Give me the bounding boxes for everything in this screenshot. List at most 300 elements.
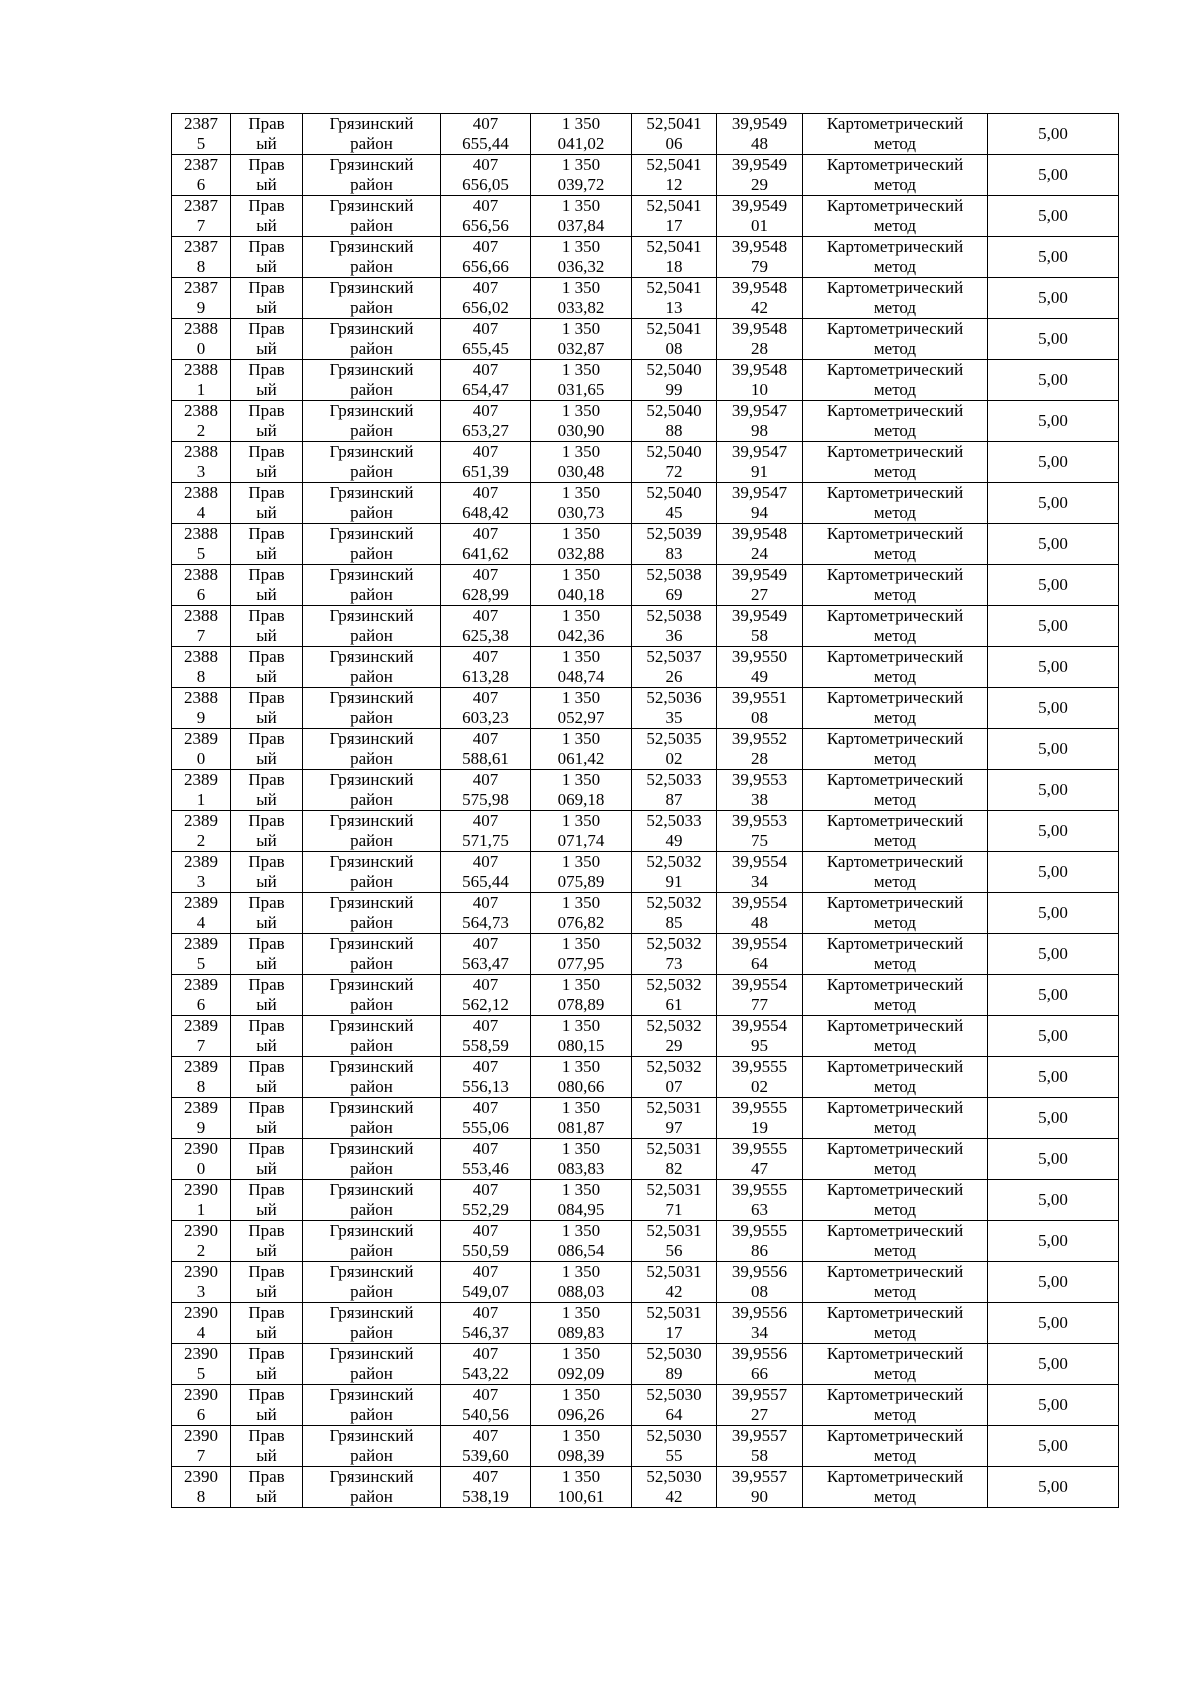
accuracy-cell: 5,00 bbox=[988, 1016, 1119, 1057]
latitude-cell-line1: 52,5041 bbox=[646, 155, 702, 174]
side-cell-line1: Прав bbox=[248, 1016, 285, 1035]
coord-y-cell-line1: 1 350 bbox=[561, 155, 601, 174]
method-cell bbox=[803, 647, 988, 688]
latitude-cell bbox=[632, 606, 717, 647]
method-cell-line1: Картометрический bbox=[826, 1426, 964, 1445]
longitude-cell-line2: 02 bbox=[751, 1077, 768, 1096]
district-cell-line1: Грязинский bbox=[329, 524, 414, 543]
method-cell-line2: метод bbox=[873, 503, 917, 522]
point-number-cell bbox=[172, 647, 231, 688]
side-cell-line2: ый bbox=[256, 708, 277, 727]
coord-y-cell-line1: 1 350 bbox=[561, 1426, 601, 1445]
coord-y-cell-line1: 1 350 bbox=[561, 401, 601, 420]
method-cell bbox=[803, 606, 988, 647]
coord-y-cell bbox=[531, 155, 632, 196]
coord-y-cell-line2: 041,02 bbox=[557, 134, 605, 153]
latitude-cell-line1: 52,5033 bbox=[646, 811, 702, 830]
latitude-cell-line2: 88 bbox=[665, 421, 683, 440]
accuracy-cell: 5,00 bbox=[988, 114, 1119, 155]
longitude-cell-line1: 39,9555 bbox=[731, 1221, 788, 1240]
district-cell-line2: район bbox=[350, 421, 393, 440]
latitude-cell-line2: 87 bbox=[665, 790, 683, 809]
coord-x-cell bbox=[441, 565, 531, 606]
latitude-cell-line2: 06 bbox=[665, 134, 683, 153]
point-number-cell-line1: 2388 bbox=[184, 360, 218, 379]
longitude-cell bbox=[717, 934, 803, 975]
coord-y-cell-line2: 084,95 bbox=[557, 1200, 605, 1219]
side-cell-line2: ый bbox=[256, 298, 277, 317]
district-cell bbox=[303, 319, 441, 360]
coord-x-cell bbox=[441, 319, 531, 360]
coord-x-cell-line2: 588,61 bbox=[462, 749, 509, 768]
side-cell-line1: Прав bbox=[248, 278, 285, 297]
longitude-cell bbox=[717, 360, 803, 401]
accuracy-cell: 5,00 bbox=[988, 1057, 1119, 1098]
point-number-cell-line2: 4 bbox=[196, 1323, 206, 1342]
coord-x-cell bbox=[441, 1057, 531, 1098]
accuracy-cell: 5,00 bbox=[988, 319, 1119, 360]
accuracy-cell: 5,00 bbox=[988, 196, 1119, 237]
point-number-cell-line1: 2388 bbox=[184, 401, 218, 420]
coord-y-cell bbox=[531, 1385, 632, 1426]
point-number-cell-line2: 0 bbox=[196, 1159, 206, 1178]
district-cell bbox=[303, 811, 441, 852]
district-cell-line2: район bbox=[350, 667, 393, 686]
longitude-cell-line2: 01 bbox=[751, 216, 768, 235]
side-cell bbox=[231, 1385, 303, 1426]
method-cell-line2: метод bbox=[873, 1446, 917, 1465]
coord-x-cell-line1: 407 bbox=[472, 1180, 499, 1199]
side-cell-line1: Прав bbox=[248, 1057, 285, 1076]
longitude-cell bbox=[717, 1426, 803, 1467]
coord-x-cell-line2: 538,19 bbox=[462, 1487, 509, 1506]
coord-y-cell-line1: 1 350 bbox=[561, 1385, 601, 1404]
side-cell-line2: ый bbox=[256, 1487, 277, 1506]
coord-y-cell bbox=[531, 114, 632, 155]
coord-y-cell-line2: 080,66 bbox=[557, 1077, 605, 1096]
latitude-cell bbox=[632, 1139, 717, 1180]
coord-x-cell-line1: 407 bbox=[472, 401, 499, 420]
district-cell bbox=[303, 1303, 441, 1344]
coord-y-cell-line2: 052,97 bbox=[557, 708, 605, 727]
district-cell-line2: район bbox=[350, 708, 393, 727]
coord-y-cell bbox=[531, 688, 632, 729]
point-number-cell-line2: 8 bbox=[196, 1077, 206, 1096]
district-cell-line1: Грязинский bbox=[329, 1262, 414, 1281]
method-cell-line2: метод bbox=[873, 1487, 917, 1506]
side-cell bbox=[231, 565, 303, 606]
method-cell-line2: метод bbox=[873, 667, 917, 686]
side-cell bbox=[231, 442, 303, 483]
coord-y-cell-line1: 1 350 bbox=[561, 770, 601, 789]
side-cell-line2: ый bbox=[256, 421, 277, 440]
point-number-cell-line1: 2390 bbox=[184, 1385, 218, 1404]
point-number-cell-line1: 2390 bbox=[184, 1426, 218, 1445]
latitude-cell bbox=[632, 1016, 717, 1057]
district-cell-line1: Грязинский bbox=[329, 893, 414, 912]
point-number-cell bbox=[172, 1385, 231, 1426]
coord-y-cell bbox=[531, 934, 632, 975]
method-cell-line1: Картометрический bbox=[826, 1180, 964, 1199]
point-number-cell bbox=[172, 360, 231, 401]
coord-y-cell-line2: 075,89 bbox=[557, 872, 605, 891]
point-number-cell-line2: 4 bbox=[196, 913, 206, 932]
district-cell-line2: район bbox=[350, 175, 393, 194]
point-number-cell-line1: 2390 bbox=[184, 1467, 218, 1486]
coord-x-cell bbox=[441, 1016, 531, 1057]
method-cell-line1: Картометрический bbox=[826, 1467, 964, 1486]
latitude-cell-line2: 82 bbox=[665, 1159, 683, 1178]
district-cell bbox=[303, 688, 441, 729]
method-cell bbox=[803, 401, 988, 442]
side-cell-line2: ый bbox=[256, 1405, 277, 1424]
latitude-cell-line2: 17 bbox=[665, 216, 683, 235]
accuracy-cell: 5,00 bbox=[988, 1344, 1119, 1385]
side-cell-line2: ый bbox=[256, 380, 277, 399]
district-cell-line1: Грязинский bbox=[329, 442, 414, 461]
coord-y-cell bbox=[531, 1467, 632, 1508]
side-cell-line2: ый bbox=[256, 913, 277, 932]
latitude-cell-line1: 52,5030 bbox=[646, 1344, 702, 1363]
longitude-cell bbox=[717, 1016, 803, 1057]
latitude-cell-line1: 52,5037 bbox=[646, 647, 702, 666]
point-number-cell-line2: 5 bbox=[196, 544, 206, 563]
coord-y-cell-line1: 1 350 bbox=[561, 1221, 601, 1240]
longitude-cell-line2: 94 bbox=[751, 503, 768, 522]
latitude-cell-line2: 08 bbox=[665, 339, 683, 358]
point-number-cell bbox=[172, 155, 231, 196]
coord-y-cell-line1: 1 350 bbox=[561, 360, 601, 379]
longitude-cell bbox=[717, 278, 803, 319]
district-cell bbox=[303, 1057, 441, 1098]
coord-x-cell-line2: 648,42 bbox=[462, 503, 509, 522]
table-row bbox=[172, 155, 1119, 196]
coord-y-cell bbox=[531, 811, 632, 852]
side-cell-line1: Прав bbox=[248, 1180, 285, 1199]
table-row bbox=[172, 1344, 1119, 1385]
latitude-cell-line2: 49 bbox=[665, 831, 683, 850]
point-number-cell-line1: 2388 bbox=[184, 319, 218, 338]
method-cell bbox=[803, 1426, 988, 1467]
table-row bbox=[172, 401, 1119, 442]
latitude-cell-line2: 18 bbox=[665, 257, 683, 276]
district-cell-line1: Грязинский bbox=[329, 1180, 414, 1199]
point-number-cell bbox=[172, 688, 231, 729]
method-cell bbox=[803, 1139, 988, 1180]
coord-x-cell-line2: 656,66 bbox=[462, 257, 509, 276]
coord-x-cell-line1: 407 bbox=[472, 1344, 499, 1363]
coord-x-cell-line1: 407 bbox=[472, 114, 499, 133]
longitude-cell-line1: 39,9551 bbox=[731, 688, 788, 707]
point-number-cell-line2: 1 bbox=[196, 790, 206, 809]
latitude-cell-line2: 99 bbox=[665, 380, 683, 399]
method-cell-line1: Картометрический bbox=[826, 319, 964, 338]
table-row bbox=[172, 483, 1119, 524]
accuracy-cell: 5,00 bbox=[988, 360, 1119, 401]
district-cell-line1: Грязинский bbox=[329, 811, 414, 830]
district-cell-line1: Грязинский bbox=[329, 1385, 414, 1404]
side-cell-line2: ый bbox=[256, 626, 277, 645]
longitude-cell-line2: 75 bbox=[751, 831, 768, 850]
method-cell bbox=[803, 237, 988, 278]
method-cell-line2: метод bbox=[873, 1282, 917, 1301]
coord-y-cell-line1: 1 350 bbox=[561, 1344, 601, 1363]
side-cell-line2: ый bbox=[256, 667, 277, 686]
coord-x-cell-line1: 407 bbox=[472, 975, 499, 994]
point-number-cell-line2: 9 bbox=[196, 298, 206, 317]
longitude-cell bbox=[717, 852, 803, 893]
side-cell-line2: ый bbox=[256, 339, 277, 358]
coord-y-cell-line1: 1 350 bbox=[561, 811, 601, 830]
coord-x-cell-line1: 407 bbox=[472, 360, 499, 379]
coord-x-cell bbox=[441, 237, 531, 278]
coord-x-cell bbox=[441, 360, 531, 401]
latitude-cell-line2: 29 bbox=[665, 1036, 683, 1055]
coord-x-cell-line1: 407 bbox=[472, 1426, 499, 1445]
latitude-cell bbox=[632, 114, 717, 155]
latitude-cell bbox=[632, 893, 717, 934]
longitude-cell-line2: 08 bbox=[751, 708, 768, 727]
longitude-cell bbox=[717, 688, 803, 729]
coord-x-cell bbox=[441, 811, 531, 852]
longitude-cell-line1: 39,9553 bbox=[731, 770, 788, 789]
point-number-cell bbox=[172, 729, 231, 770]
coord-x-cell-line1: 407 bbox=[472, 1098, 499, 1117]
latitude-cell bbox=[632, 1057, 717, 1098]
accuracy-cell: 5,00 bbox=[988, 1221, 1119, 1262]
coord-x-cell-line1: 407 bbox=[472, 729, 499, 748]
method-cell bbox=[803, 1057, 988, 1098]
latitude-cell bbox=[632, 1303, 717, 1344]
coord-y-cell bbox=[531, 319, 632, 360]
accuracy-cell: 5,00 bbox=[988, 852, 1119, 893]
method-cell-line2: метод bbox=[873, 585, 917, 604]
latitude-cell-line2: 64 bbox=[665, 1405, 683, 1424]
latitude-cell-line2: 26 bbox=[665, 667, 683, 686]
point-number-cell-line1: 2388 bbox=[184, 606, 218, 625]
longitude-cell bbox=[717, 770, 803, 811]
district-cell-line2: район bbox=[350, 462, 393, 481]
method-cell-line2: метод bbox=[873, 790, 917, 809]
method-cell-line1: Картометрический bbox=[826, 237, 964, 256]
point-number-cell-line1: 2390 bbox=[184, 1180, 218, 1199]
coord-x-cell bbox=[441, 401, 531, 442]
coord-y-cell-line1: 1 350 bbox=[561, 1057, 601, 1076]
method-cell-line1: Картометрический bbox=[826, 1262, 964, 1281]
coord-y-cell bbox=[531, 1016, 632, 1057]
longitude-cell bbox=[717, 1180, 803, 1221]
method-cell bbox=[803, 319, 988, 360]
side-cell-line1: Прав bbox=[248, 1303, 285, 1322]
coord-y-cell-line2: 031,65 bbox=[557, 380, 605, 399]
side-cell bbox=[231, 1221, 303, 1262]
method-cell bbox=[803, 1303, 988, 1344]
longitude-cell bbox=[717, 524, 803, 565]
accuracy-cell: 5,00 bbox=[988, 647, 1119, 688]
coord-y-cell bbox=[531, 1098, 632, 1139]
latitude-cell-line2: 91 bbox=[665, 872, 683, 891]
coord-x-cell bbox=[441, 893, 531, 934]
latitude-cell-line2: 42 bbox=[665, 1282, 683, 1301]
point-number-cell-line2: 6 bbox=[196, 585, 206, 604]
coord-x-cell-line2: 562,12 bbox=[462, 995, 509, 1014]
point-number-cell-line2: 7 bbox=[196, 626, 206, 645]
district-cell-line2: район bbox=[350, 872, 393, 891]
coord-y-cell bbox=[531, 770, 632, 811]
district-cell-line2: район bbox=[350, 1405, 393, 1424]
coord-y-cell-line1: 1 350 bbox=[561, 975, 601, 994]
table-row bbox=[172, 688, 1119, 729]
method-cell bbox=[803, 114, 988, 155]
accuracy-cell: 5,00 bbox=[988, 1180, 1119, 1221]
coord-x-cell-line2: 556,13 bbox=[462, 1077, 509, 1096]
side-cell bbox=[231, 483, 303, 524]
point-number-cell bbox=[172, 934, 231, 975]
point-number-cell-line2: 1 bbox=[196, 1200, 206, 1219]
coord-y-cell-line1: 1 350 bbox=[561, 483, 601, 502]
longitude-cell-line1: 39,9554 bbox=[731, 934, 788, 953]
method-cell-line1: Картометрический bbox=[826, 483, 964, 502]
coord-x-cell bbox=[441, 852, 531, 893]
latitude-cell-line1: 52,5031 bbox=[646, 1221, 702, 1240]
coord-x-cell bbox=[441, 1426, 531, 1467]
method-cell-line1: Картометрический bbox=[826, 852, 964, 871]
coord-x-cell-line1: 407 bbox=[472, 1262, 499, 1281]
longitude-cell-line2: 08 bbox=[751, 1282, 768, 1301]
latitude-cell bbox=[632, 1262, 717, 1303]
coord-x-cell-line2: 540,56 bbox=[462, 1405, 509, 1424]
point-number-cell-line1: 2389 bbox=[184, 975, 218, 994]
longitude-cell-line1: 39,9547 bbox=[731, 483, 788, 502]
method-cell bbox=[803, 1221, 988, 1262]
method-cell-line1: Картометрический bbox=[826, 1385, 964, 1404]
longitude-cell-line1: 39,9548 bbox=[731, 319, 788, 338]
point-number-cell bbox=[172, 483, 231, 524]
district-cell-line1: Грязинский bbox=[329, 606, 414, 625]
method-cell-line2: метод bbox=[873, 216, 917, 235]
coord-x-cell-line1: 407 bbox=[472, 1385, 499, 1404]
method-cell-line2: метод bbox=[873, 380, 917, 399]
longitude-cell-line1: 39,9554 bbox=[731, 975, 788, 994]
latitude-cell bbox=[632, 688, 717, 729]
point-number-cell-line1: 2389 bbox=[184, 1057, 218, 1076]
district-cell-line2: район bbox=[350, 298, 393, 317]
point-number-cell-line1: 2387 bbox=[184, 114, 218, 133]
latitude-cell-line2: 83 bbox=[665, 544, 683, 563]
coord-y-cell bbox=[531, 893, 632, 934]
longitude-cell-line2: 48 bbox=[751, 913, 768, 932]
coord-x-cell bbox=[441, 483, 531, 524]
method-cell bbox=[803, 524, 988, 565]
district-cell bbox=[303, 852, 441, 893]
method-cell-line2: метод bbox=[873, 298, 917, 317]
coord-y-cell-line1: 1 350 bbox=[561, 1098, 601, 1117]
district-cell-line2: район bbox=[350, 339, 393, 358]
method-cell bbox=[803, 852, 988, 893]
longitude-cell bbox=[717, 1385, 803, 1426]
coord-x-cell-line2: 625,38 bbox=[462, 626, 509, 645]
coord-x-cell bbox=[441, 934, 531, 975]
point-number-cell bbox=[172, 1139, 231, 1180]
accuracy-cell: 5,00 bbox=[988, 1098, 1119, 1139]
coord-x-cell bbox=[441, 647, 531, 688]
longitude-cell-line1: 39,9547 bbox=[731, 401, 788, 420]
coord-x-cell bbox=[441, 1139, 531, 1180]
coord-y-cell-line1: 1 350 bbox=[561, 606, 601, 625]
coord-y-cell-line2: 086,54 bbox=[557, 1241, 605, 1260]
coord-x-cell-line1: 407 bbox=[472, 1303, 499, 1322]
district-cell bbox=[303, 934, 441, 975]
table-row bbox=[172, 975, 1119, 1016]
side-cell-line1: Прав bbox=[248, 401, 285, 420]
coord-y-cell-line2: 061,42 bbox=[557, 749, 605, 768]
longitude-cell-line1: 39,9557 bbox=[731, 1385, 788, 1404]
longitude-cell bbox=[717, 1262, 803, 1303]
table-row bbox=[172, 442, 1119, 483]
coord-x-cell-line2: 575,98 bbox=[462, 790, 509, 809]
longitude-cell-line2: 38 bbox=[751, 790, 768, 809]
point-number-cell bbox=[172, 1180, 231, 1221]
coord-y-cell-line1: 1 350 bbox=[561, 1016, 601, 1035]
method-cell bbox=[803, 360, 988, 401]
method-cell-line2: метод bbox=[873, 339, 917, 358]
side-cell-line1: Прав bbox=[248, 483, 285, 502]
latitude-cell-line1: 52,5032 bbox=[646, 1057, 702, 1076]
method-cell bbox=[803, 729, 988, 770]
method-cell-line2: метод bbox=[873, 421, 917, 440]
district-cell bbox=[303, 1344, 441, 1385]
coord-x-cell-line2: 549,07 bbox=[462, 1282, 509, 1301]
latitude-cell bbox=[632, 1180, 717, 1221]
point-number-cell bbox=[172, 770, 231, 811]
coord-y-cell-line1: 1 350 bbox=[561, 196, 601, 215]
longitude-cell-line1: 39,9557 bbox=[731, 1426, 788, 1445]
coord-x-cell bbox=[441, 196, 531, 237]
district-cell-line2: район bbox=[350, 913, 393, 932]
side-cell-line1: Прав bbox=[248, 196, 285, 215]
district-cell-line2: район bbox=[350, 1323, 393, 1342]
district-cell-line2: район bbox=[350, 216, 393, 235]
side-cell-line1: Прав bbox=[248, 114, 285, 133]
longitude-cell-line2: 98 bbox=[751, 421, 768, 440]
coord-y-cell-line1: 1 350 bbox=[561, 1139, 601, 1158]
method-cell-line2: метод bbox=[873, 175, 917, 194]
point-number-cell-line2: 5 bbox=[196, 134, 206, 153]
district-cell-line1: Грязинский bbox=[329, 729, 414, 748]
district-cell bbox=[303, 278, 441, 319]
longitude-cell-line1: 39,9549 bbox=[731, 565, 788, 584]
longitude-cell bbox=[717, 1344, 803, 1385]
coord-y-cell-line1: 1 350 bbox=[561, 1262, 601, 1281]
coord-x-cell-line2: 553,46 bbox=[462, 1159, 509, 1178]
latitude-cell-line1: 52,5031 bbox=[646, 1303, 702, 1322]
accuracy-cell: 5,00 bbox=[988, 729, 1119, 770]
method-cell bbox=[803, 770, 988, 811]
coord-y-cell-line2: 096,26 bbox=[557, 1405, 605, 1424]
point-number-cell-line1: 2389 bbox=[184, 1016, 218, 1035]
latitude-cell-line1: 52,5032 bbox=[646, 852, 702, 871]
longitude-cell-line1: 39,9549 bbox=[731, 114, 788, 133]
district-cell bbox=[303, 1139, 441, 1180]
district-cell bbox=[303, 442, 441, 483]
coord-x-cell-line2: 655,45 bbox=[462, 339, 509, 358]
side-cell-line2: ый bbox=[256, 872, 277, 891]
district-cell bbox=[303, 1385, 441, 1426]
method-cell bbox=[803, 442, 988, 483]
table-row bbox=[172, 852, 1119, 893]
coord-x-cell bbox=[441, 1385, 531, 1426]
coord-y-cell-line2: 042,36 bbox=[557, 626, 605, 645]
